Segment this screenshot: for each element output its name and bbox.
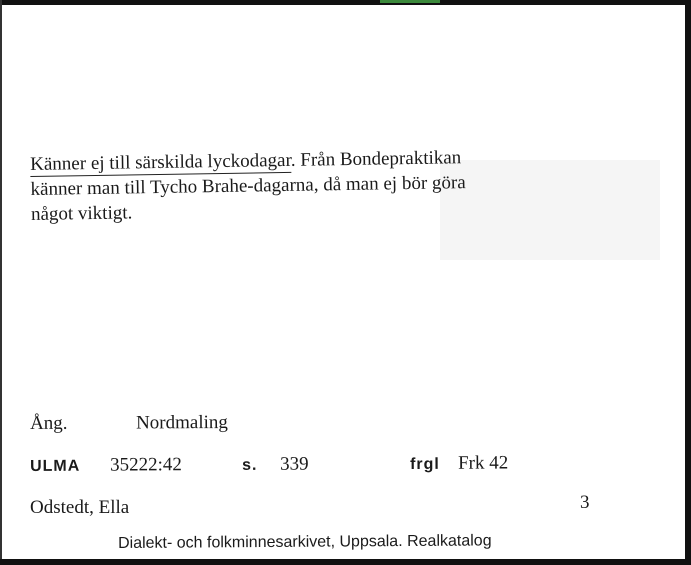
frgl-value: Frk 42: [457, 452, 509, 474]
card-text-line-3: något viktigt.: [30, 202, 133, 225]
informant-row: [30, 497, 129, 519]
card-body-text: [30, 143, 631, 227]
s-value: 339: [279, 453, 309, 475]
underlined-phrase: Känner ej till särskilda lyckodagar: [30, 149, 291, 175]
card-right-border: [685, 0, 691, 565]
ulma-label: ULMA: [30, 457, 81, 475]
informant-name: Odstedt, Ella: [30, 497, 130, 518]
s-label: s.: [242, 456, 258, 474]
page-number: 3: [580, 492, 590, 513]
card-top-border: [0, 0, 691, 5]
ang-value: Nordmaling: [135, 411, 228, 434]
frgl-label: frgl: [410, 455, 440, 474]
card-left-edge: [0, 0, 2, 565]
reference-row: [30, 452, 508, 477]
archive-footer: Dialekt- och folkminnesarkivet, Uppsala. Realkatalog: [118, 532, 492, 552]
card-top-accent: [380, 0, 440, 3]
ang-label: Ång.: [30, 412, 68, 434]
place-row: [30, 412, 228, 435]
card-bottom-border: [0, 559, 691, 565]
ulma-value: 35222:42: [109, 454, 182, 476]
card-text-line-2: känner man till Tycho Brahe-dagarna, då man ej bör göra: [30, 172, 466, 200]
card-text-line-1-rest: . Från Bondepraktikan: [290, 147, 462, 171]
